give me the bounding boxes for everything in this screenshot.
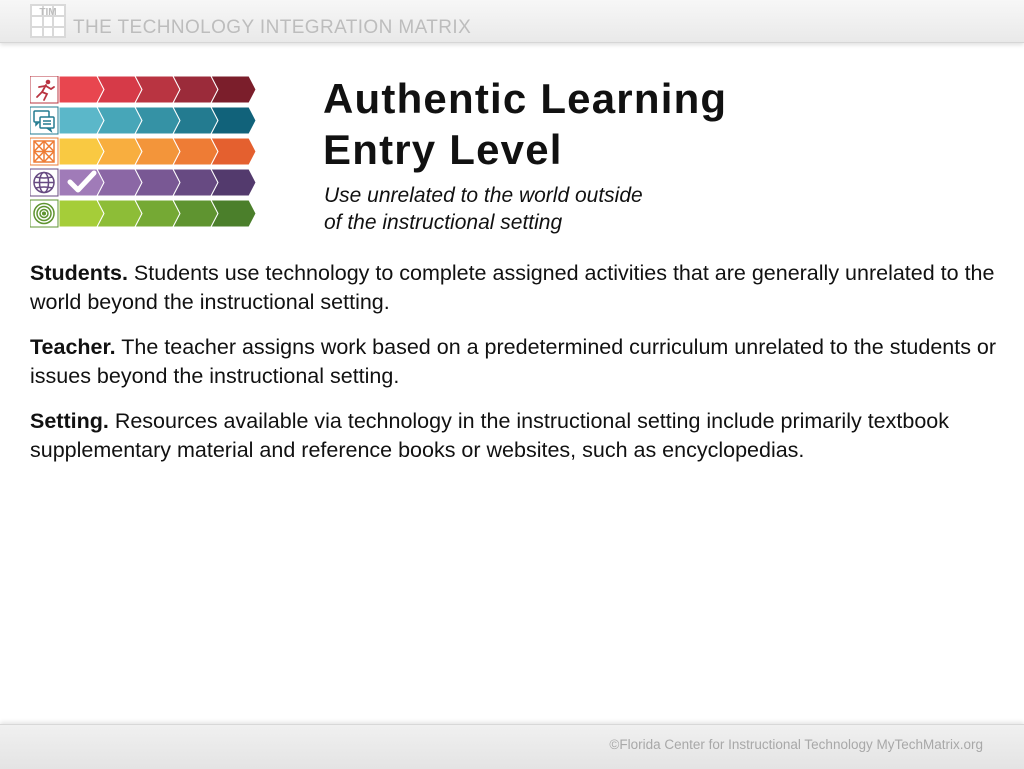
footer-bar (0, 724, 1024, 769)
copyright-text: ©Florida Center for Instructional Technology MyTechMatrix.org (609, 737, 983, 752)
setting-text: Resources available via technology in the instructional setting include primarily textbook supplementary material and reference books or websites, such as encyclopedias. (30, 409, 949, 462)
teacher-paragraph (30, 333, 1005, 391)
matrix-cell-constructive-infusion (173, 138, 218, 165)
students-label: Students. (30, 261, 128, 285)
tim-logo-icon (30, 4, 66, 38)
matrix-cell-authentic-entry (59, 169, 104, 196)
matrix-cell-collaborative-infusion (173, 107, 218, 134)
setting-label: Setting. (30, 409, 109, 433)
matrix-cell-goal-directed-transformation (211, 200, 256, 227)
matrix-cell-constructive-adaptation (135, 138, 180, 165)
matrix-cell-authentic-adoption (97, 169, 142, 196)
students-paragraph (30, 259, 1005, 317)
slide-title (323, 73, 727, 175)
target-icon (34, 204, 54, 224)
matrix-cell-goal-directed-adoption (97, 200, 142, 227)
matrix-cell-collaborative-entry (59, 107, 104, 134)
matrix-cell-collaborative-adoption (97, 107, 142, 134)
title-line-2: Entry Level (323, 126, 563, 173)
header-bar (0, 0, 1024, 43)
tim-matrix-graphic (30, 76, 258, 229)
subtitle-line-1: Use unrelated to the world outside (324, 184, 643, 207)
matrix-cell-authentic-transformation (211, 169, 256, 196)
scaffold-icon (34, 141, 54, 162)
matrix-cell-constructive-adoption (97, 138, 142, 165)
matrix-cell-active-infusion (173, 76, 218, 103)
setting-paragraph (30, 407, 1005, 465)
matrix-cell-goal-directed-entry (59, 200, 104, 227)
matrix-level-cells (59, 76, 256, 227)
matrix-cell-active-transformation (211, 76, 256, 103)
matrix-row-active (30, 76, 58, 103)
matrix-cell-goal-directed-infusion (173, 200, 218, 227)
matrix-cell-authentic-infusion (173, 169, 218, 196)
header-title: THE TECHNOLOGY INTEGRATION MATRIX (73, 17, 472, 38)
teacher-label: Teacher. (30, 335, 116, 359)
matrix-cell-constructive-entry (59, 138, 104, 165)
slide-body (30, 259, 1005, 481)
students-text: Students use technology to complete assigned activities that are generally unrelated to the world beyond the instructional setting. (30, 261, 995, 314)
matrix-cell-active-entry (59, 76, 104, 103)
matrix-cell-constructive-transformation (211, 138, 256, 165)
matrix-cell-collaborative-adaptation (135, 107, 180, 134)
matrix-cell-authentic-adaptation (135, 169, 180, 196)
matrix-row-goal-directed (30, 200, 58, 227)
matrix-cell-active-adoption (97, 76, 142, 103)
matrix-row-constructive (30, 138, 58, 165)
matrix-row-collaborative (30, 107, 58, 134)
matrix-cell-goal-directed-adaptation (135, 200, 180, 227)
matrix-cell-active-adaptation (135, 76, 180, 103)
matrix-cell-collaborative-transformation (211, 107, 256, 134)
slide-subtitle (324, 182, 643, 236)
title-line-1: Authentic Learning (323, 75, 728, 122)
teacher-text: The teacher assigns work based on a predetermined curriculum unrelated to the students or issues beyond the instructional setting. (30, 335, 997, 388)
svg-text:TIM: TIM (39, 7, 57, 18)
subtitle-line-2: of the instructional setting (324, 211, 563, 234)
matrix-row-authentic (30, 169, 58, 196)
